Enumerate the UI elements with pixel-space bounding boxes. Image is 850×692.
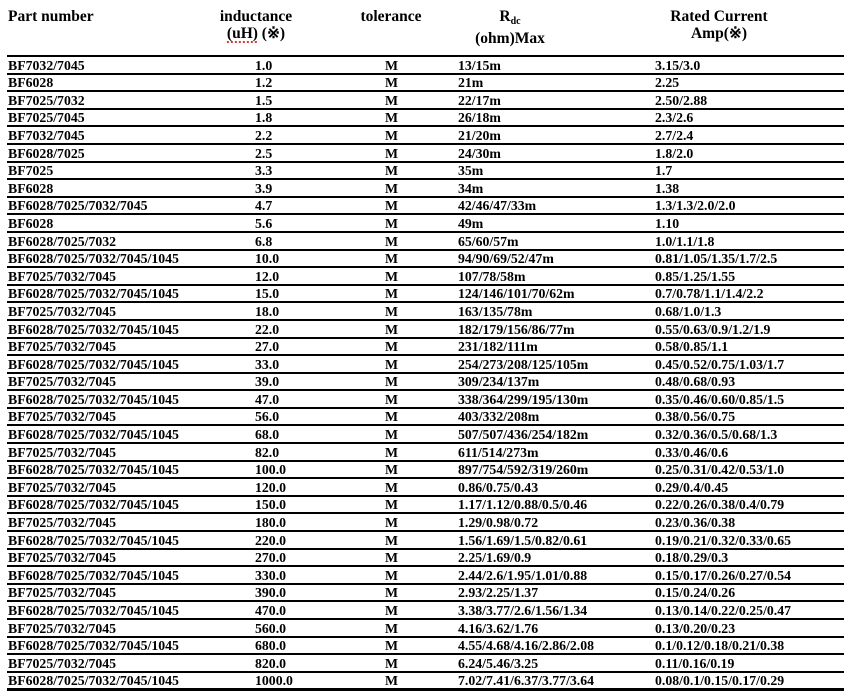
rdc-cell: 338/364/299/195/130m — [457, 390, 654, 408]
rated-current-cell: 0.22/0.26/0.38/0.4/0.79 — [654, 496, 844, 514]
part-number-cell: BF6028 — [7, 179, 254, 197]
part-number-cell: BF7025/7032/7045 — [7, 338, 254, 356]
table-row — [7, 549, 844, 567]
rdc-cell: 65/60/57m — [457, 232, 654, 250]
table-header-row — [7, 0, 844, 57]
part-number-cell: BF6028/7025/7032/7045/1045 — [7, 250, 254, 268]
tolerance-cell: M — [384, 443, 457, 461]
rdc-cell: 507/507/436/254/182m — [457, 425, 654, 443]
rated-current-cell: 0.33/0.46/0.6 — [654, 443, 844, 461]
table-row — [7, 654, 844, 672]
col-header-inductance — [220, 8, 292, 42]
tolerance-cell: M — [384, 513, 457, 531]
part-number-cell: BF7025 — [7, 162, 254, 180]
table-row — [7, 408, 844, 426]
tolerance-cell: M — [384, 496, 457, 514]
rated-current-cell: 0.68/1.0/1.3 — [654, 302, 844, 320]
inductance-cell: 68.0 — [254, 425, 384, 443]
table-row — [7, 214, 844, 232]
rated-current-cell: 0.35/0.46/0.60/0.85/1.5 — [654, 390, 844, 408]
part-number-cell: BF7025/7032/7045 — [7, 584, 254, 602]
table-row — [7, 425, 844, 443]
rdc-cell: 21m — [457, 74, 654, 92]
inductance-cell: 1.8 — [254, 109, 384, 127]
part-number-cell: BF6028/7025/7032 — [7, 232, 254, 250]
inductance-cell: 820.0 — [254, 654, 384, 672]
rdc-cell: 94/90/69/52/47m — [457, 250, 654, 268]
rated-current-cell: 2.25 — [654, 74, 844, 92]
part-number-cell: BF6028/7025/7032/7045/1045 — [7, 566, 254, 584]
tolerance-cell: M — [384, 672, 457, 690]
inductance-header-line2 — [220, 25, 292, 42]
tolerance-cell: M — [384, 531, 457, 549]
part-number-cell: BF6028/7025/7032/7045/1045 — [7, 320, 254, 338]
rdc-cell: 35m — [457, 162, 654, 180]
rdc-header-line2: (ohm)Max — [475, 30, 545, 47]
rated-current-cell: 0.15/0.17/0.26/0.27/0.54 — [654, 566, 844, 584]
rdc-cell: 24/30m — [457, 144, 654, 162]
rated-current-cell: 3.15/3.0 — [654, 57, 844, 74]
tolerance-cell: M — [384, 197, 457, 215]
rdc-cell: 107/78/58m — [457, 267, 654, 285]
part-number-cell: BF7025/7032/7045 — [7, 373, 254, 391]
inductance-cell: 1.2 — [254, 74, 384, 92]
rated-current-cell: 0.32/0.36/0.5/0.68/1.3 — [654, 425, 844, 443]
tolerance-cell: M — [384, 637, 457, 655]
inductance-cell: 680.0 — [254, 637, 384, 655]
table-row — [7, 637, 844, 655]
inductance-cell: 220.0 — [254, 531, 384, 549]
part-number-cell: BF7025/7032/7045 — [7, 408, 254, 426]
rated-current-cell: 2.7/2.4 — [654, 126, 844, 144]
rated-current-cell: 0.08/0.1/0.15/0.17/0.29 — [654, 672, 844, 690]
tolerance-cell: M — [384, 461, 457, 479]
rdc-symbol: R — [499, 8, 511, 25]
rdc-cell: 163/135/78m — [457, 302, 654, 320]
tolerance-cell: M — [384, 267, 457, 285]
rdc-cell: 21/20m — [457, 126, 654, 144]
inductance-cell: 120.0 — [254, 478, 384, 496]
rated-current-cell: 0.13/0.20/0.23 — [654, 619, 844, 637]
tolerance-cell: M — [384, 302, 457, 320]
table-row — [7, 267, 844, 285]
col-header-rated-current — [670, 8, 767, 42]
part-number-cell: BF6028/7025/7032/7045 — [7, 197, 254, 215]
tolerance-cell: M — [384, 57, 457, 74]
part-number-cell: BF6028/7025/7032/7045/1045 — [7, 496, 254, 514]
table-row — [7, 496, 844, 514]
rated-current-cell: 1.7 — [654, 162, 844, 180]
tolerance-cell: M — [384, 425, 457, 443]
rated-current-cell: 1.0/1.1/1.8 — [654, 232, 844, 250]
inductance-cell: 33.0 — [254, 355, 384, 373]
inductance-cell: 2.2 — [254, 126, 384, 144]
table-row — [7, 91, 844, 109]
col-header-part-number: Part number — [8, 8, 94, 25]
rated-current-cell: 0.58/0.85/1.1 — [654, 338, 844, 356]
tolerance-cell: M — [384, 162, 457, 180]
inductance-header-line1: inductance — [219, 8, 293, 25]
inductance-cell: 6.8 — [254, 232, 384, 250]
table-row — [7, 601, 844, 619]
tolerance-cell: M — [384, 390, 457, 408]
inductance-cell: 12.0 — [254, 267, 384, 285]
part-number-cell: BF6028/7025/7032/7045/1045 — [7, 672, 254, 690]
inductance-cell: 56.0 — [254, 408, 384, 426]
rdc-cell: 309/234/137m — [457, 373, 654, 391]
part-number-cell: BF7032/7045 — [7, 57, 254, 74]
table-row — [7, 126, 844, 144]
rdc-cell: 611/514/273m — [457, 443, 654, 461]
rdc-cell: 26/18m — [457, 109, 654, 127]
inductance-reference-mark: (※) — [257, 25, 286, 42]
table-row — [7, 619, 844, 637]
tolerance-cell: M — [384, 285, 457, 303]
table-row — [7, 250, 844, 268]
tolerance-cell: M — [384, 619, 457, 637]
part-number-cell: BF7025/7032/7045 — [7, 443, 254, 461]
part-number-cell: BF7025/7032 — [7, 91, 254, 109]
part-number-cell: BF7025/7032/7045 — [7, 654, 254, 672]
rdc-cell: 231/182/111m — [457, 338, 654, 356]
tolerance-cell: M — [384, 584, 457, 602]
rdc-cell: 897/754/592/319/260m — [457, 461, 654, 479]
rdc-cell: 182/179/156/86/77m — [457, 320, 654, 338]
rated-current-cell: 0.13/0.14/0.22/0.25/0.47 — [654, 601, 844, 619]
table-row — [7, 566, 844, 584]
tolerance-cell: M — [384, 250, 457, 268]
rated-current-cell: 0.1/0.12/0.18/0.21/0.38 — [654, 637, 844, 655]
tolerance-cell: M — [384, 566, 457, 584]
rdc-cell: 1.56/1.69/1.5/0.82/0.61 — [457, 531, 654, 549]
table-row — [7, 74, 844, 92]
inductance-cell: 4.7 — [254, 197, 384, 215]
rdc-cell: 13/15m — [457, 57, 654, 74]
table-row — [7, 57, 844, 74]
rdc-cell: 2.44/2.6/1.95/1.01/0.88 — [457, 566, 654, 584]
rated-current-cell: 0.11/0.16/0.19 — [654, 654, 844, 672]
part-number-cell: BF7025/7032/7045 — [7, 267, 254, 285]
rated-current-cell: 0.45/0.52/0.75/1.03/1.7 — [654, 355, 844, 373]
rdc-cell: 2.93/2.25/1.37 — [457, 584, 654, 602]
table-row — [7, 584, 844, 602]
part-number-cell: BF7025/7045 — [7, 109, 254, 127]
col-header-tolerance: tolerance — [360, 8, 422, 25]
inductance-cell: 15.0 — [254, 285, 384, 303]
inductance-cell: 5.6 — [254, 214, 384, 232]
rdc-cell: 34m — [457, 179, 654, 197]
table-row — [7, 320, 844, 338]
tolerance-cell: M — [384, 179, 457, 197]
tolerance-cell: M — [384, 214, 457, 232]
table-row — [7, 232, 844, 250]
rated-current-header-line2: Amp(※) — [690, 25, 748, 42]
rated-current-cell: 1.38 — [654, 179, 844, 197]
inductance-cell: 2.5 — [254, 144, 384, 162]
inductance-cell: 47.0 — [254, 390, 384, 408]
inductance-unit-label: (uH) — [226, 25, 258, 42]
table-row — [7, 461, 844, 479]
part-number-cell: BF6028/7025 — [7, 144, 254, 162]
tolerance-cell: M — [384, 74, 457, 92]
tolerance-cell: M — [384, 144, 457, 162]
tolerance-cell: M — [384, 601, 457, 619]
tolerance-cell: M — [384, 355, 457, 373]
tolerance-cell: M — [384, 109, 457, 127]
part-number-cell: BF6028/7025/7032/7045/1045 — [7, 285, 254, 303]
inductance-cell: 3.3 — [254, 162, 384, 180]
tolerance-cell: M — [384, 126, 457, 144]
part-number-cell: BF6028/7025/7032/7045/1045 — [7, 531, 254, 549]
table-row — [7, 162, 844, 180]
rated-current-cell: 0.81/1.05/1.35/1.7/2.5 — [654, 250, 844, 268]
rdc-cell: 254/273/208/125/105m — [457, 355, 654, 373]
tolerance-cell: M — [384, 549, 457, 567]
rdc-cell: 1.29/0.98/0.72 — [457, 513, 654, 531]
table-row — [7, 109, 844, 127]
inductance-cell: 22.0 — [254, 320, 384, 338]
tolerance-cell: M — [384, 320, 457, 338]
table-row — [7, 197, 844, 215]
rdc-cell: 403/332/208m — [457, 408, 654, 426]
rated-current-cell: 2.3/2.6 — [654, 109, 844, 127]
inductance-cell: 1.5 — [254, 91, 384, 109]
table-row — [7, 672, 844, 690]
part-number-cell: BF7025/7032/7045 — [7, 619, 254, 637]
tolerance-cell: M — [384, 478, 457, 496]
part-number-cell: BF6028/7025/7032/7045/1045 — [7, 390, 254, 408]
rdc-cell: 0.86/0.75/0.43 — [457, 478, 654, 496]
part-number-cell: BF7032/7045 — [7, 126, 254, 144]
rdc-cell: 42/46/47/33m — [457, 197, 654, 215]
tolerance-cell: M — [384, 232, 457, 250]
part-number-cell: BF6028/7025/7032/7045/1045 — [7, 601, 254, 619]
part-number-cell: BF6028/7025/7032/7045/1045 — [7, 355, 254, 373]
tolerance-cell: M — [384, 654, 457, 672]
rated-current-cell: 0.7/0.78/1.1/1.4/2.2 — [654, 285, 844, 303]
inductance-cell: 470.0 — [254, 601, 384, 619]
rdc-cell: 6.24/5.46/3.25 — [457, 654, 654, 672]
rated-current-cell: 0.38/0.56/0.75 — [654, 408, 844, 426]
table-row — [7, 179, 844, 197]
table-row — [7, 531, 844, 549]
rated-current-cell: 1.3/1.3/2.0/2.0 — [654, 197, 844, 215]
inductance-cell: 3.9 — [254, 179, 384, 197]
inductance-cell: 330.0 — [254, 566, 384, 584]
parts-table-body — [7, 57, 844, 690]
rated-current-cell: 0.29/0.4/0.45 — [654, 478, 844, 496]
table-row — [7, 513, 844, 531]
part-number-cell: BF7025/7032/7045 — [7, 302, 254, 320]
inductance-cell: 27.0 — [254, 338, 384, 356]
rated-current-cell: 0.19/0.21/0.32/0.33/0.65 — [654, 531, 844, 549]
part-number-cell: BF7025/7032/7045 — [7, 513, 254, 531]
part-number-cell: BF6028/7025/7032/7045/1045 — [7, 461, 254, 479]
inductance-cell: 560.0 — [254, 619, 384, 637]
rated-current-header-line1: Rated Current — [670, 8, 768, 25]
inductance-cell: 180.0 — [254, 513, 384, 531]
table-row — [7, 373, 844, 391]
table-row — [7, 144, 844, 162]
rated-current-cell: 0.18/0.29/0.3 — [654, 549, 844, 567]
rdc-header-line1 — [475, 8, 545, 30]
rated-current-cell: 0.15/0.24/0.26 — [654, 584, 844, 602]
col-header-rdc — [475, 8, 545, 47]
rated-current-cell: 0.48/0.68/0.93 — [654, 373, 844, 391]
table-row — [7, 443, 844, 461]
part-number-cell: BF6028 — [7, 214, 254, 232]
rdc-cell: 3.38/3.77/2.6/1.56/1.34 — [457, 601, 654, 619]
table-row — [7, 338, 844, 356]
inductance-cell: 39.0 — [254, 373, 384, 391]
rdc-subscript: dc — [510, 16, 521, 27]
inductance-cell: 10.0 — [254, 250, 384, 268]
rated-current-cell: 0.85/1.25/1.55 — [654, 267, 844, 285]
table-row — [7, 390, 844, 408]
table-row — [7, 285, 844, 303]
rdc-cell: 49m — [457, 214, 654, 232]
inductance-cell: 270.0 — [254, 549, 384, 567]
part-number-cell: BF6028 — [7, 74, 254, 92]
inductance-cell: 1000.0 — [254, 672, 384, 690]
rdc-cell: 7.02/7.41/6.37/3.77/3.64 — [457, 672, 654, 690]
rated-current-cell: 2.50/2.88 — [654, 91, 844, 109]
inductance-cell: 1.0 — [254, 57, 384, 74]
part-number-cell: BF6028/7025/7032/7045/1045 — [7, 637, 254, 655]
rdc-cell: 4.55/4.68/4.16/2.86/2.08 — [457, 637, 654, 655]
rdc-cell: 2.25/1.69/0.9 — [457, 549, 654, 567]
tolerance-cell: M — [384, 373, 457, 391]
inductance-cell: 150.0 — [254, 496, 384, 514]
rdc-cell: 4.16/3.62/1.76 — [457, 619, 654, 637]
rated-current-cell: 0.55/0.63/0.9/1.2/1.9 — [654, 320, 844, 338]
rdc-cell: 22/17m — [457, 91, 654, 109]
part-number-cell: BF6028/7025/7032/7045/1045 — [7, 425, 254, 443]
inductance-cell: 18.0 — [254, 302, 384, 320]
part-number-cell: BF7025/7032/7045 — [7, 549, 254, 567]
rated-current-cell: 0.25/0.31/0.42/0.53/1.0 — [654, 461, 844, 479]
inductance-cell: 82.0 — [254, 443, 384, 461]
parts-table — [7, 57, 844, 691]
rated-current-cell: 1.8/2.0 — [654, 144, 844, 162]
inductance-cell: 100.0 — [254, 461, 384, 479]
rdc-cell: 124/146/101/70/62m — [457, 285, 654, 303]
rated-current-cell: 1.10 — [654, 214, 844, 232]
tolerance-cell: M — [384, 338, 457, 356]
rated-current-cell: 0.23/0.36/0.38 — [654, 513, 844, 531]
table-row — [7, 355, 844, 373]
tolerance-cell: M — [384, 91, 457, 109]
tolerance-cell: M — [384, 408, 457, 426]
rdc-cell: 1.17/1.12/0.88/0.5/0.46 — [457, 496, 654, 514]
part-number-cell: BF7025/7032/7045 — [7, 478, 254, 496]
inductance-cell: 390.0 — [254, 584, 384, 602]
table-row — [7, 302, 844, 320]
table-row — [7, 478, 844, 496]
